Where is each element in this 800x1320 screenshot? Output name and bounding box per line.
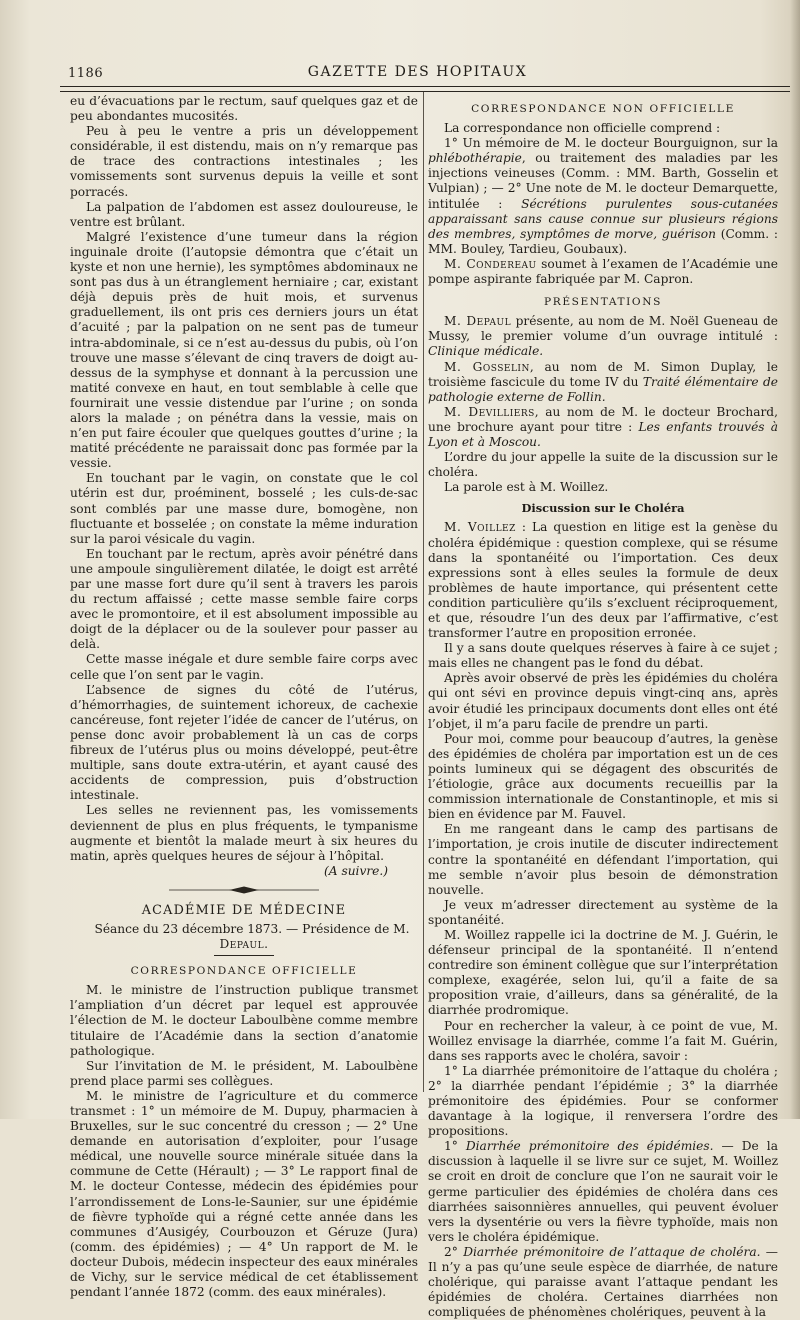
paragraph [428,360,778,405]
paragraph: Pour moi, comme pour beaucoup d’autres, la genèse des épidémies de choléra par importation est un de ces points lumineux qui se dégagent des obscurités de l’étiologie, grâce aux documents recueillis par la commission internationale de Constantinople, et mis si bien en évidence par M. Fauvel. [428,731,778,822]
paragraph: Après avoir observé de près les épidémies du choléra qui ont sévi en province depuis vingt-cinq ans, après avoir étudié les principaux documents dont elles ont été l’objet, il m’a paru facile de prendre un parti. [428,671,778,731]
paragraph: L’ordre du jour appelle la suite de la discussion sur le choléra. [428,450,778,480]
speaker-name: M. Voillez [444,520,516,535]
paragraph: En touchant par le rectum, après avoir pénétré dans une ampoule singulièrement dilatée, le doigt est arrêté par une masse fort dure qu’il sent à travers les parois du rectum affaissé ; cette masse semble faire corps avec le promontoire, et il est absolument impossible au doigt de la déplacer ou de la soulever pour passer au delà. [70,546,418,652]
correspondence-nonofficial-title: CORRESPONDANCE NON OFFICIELLE [471,103,735,115]
paragraph: eu d’évacuations par le rectum, sauf quelques gaz et de peu abondantes mucosités. [70,94,418,124]
text-run: , au nom de M. le docteur Brochard, une brochure ayant pour titre : [428,404,778,434]
header-rule [60,86,790,92]
speaker-name: M. Gosselin [444,359,530,374]
paragraph [428,136,778,257]
text-run: — Il n’y a pas qu’une seule espèce de diarrhée, de nature cholérique, qui paraisse avant l’attaque pendant les épidémies de choléra. Certaines diarrhées non compliquées de phénomènes cholériques, peuvent à la [428,1244,778,1320]
left-column [70,94,418,1300]
paragraph: La parole est à M. Woillez. [444,480,609,495]
paragraph: Malgré l’existence d’une tumeur dans la région inguinale droite (l’autopsie démontra que c’était un kyste et non une hernie), les symptômes abdominaux ne sont pas dus à un étranglement herniaire ; car, existant déjà depuis près de huit mois, et survenus graduellement, ils ont pris ces derniers jours un état d’acuité ; par la palpation on ne sent pas de tumeur intra-abdominale, si ce n’est au-dessus du pubis, où l’on trouve une masse s’élevant de cinq travers de doigt au-dessus de la symphyse et donnant à la percussion une matité convexe en haut, en tout semblable à celle que fournirait une vessie distendue par l’urine ; on sonda alors la malade ; on pénétra dans la vessie, mais on n’en put faire écouler que quelques gouttes d’urine ; la matité précédente ne paraissait donc pas formée par la vessie. [70,229,418,471]
page-edge-shadow [790,0,800,1119]
text-run: soumet à l’examen de l’Académie une pompe aspirante fabriquée par M. Capron. [428,256,778,287]
text-run: 1° Un mémoire de M. le docteur Bourguignon, sur la [444,136,778,151]
page-number: 1186 [68,66,104,81]
text-run: 1° [444,1139,466,1154]
italic-title: Clinique médicale. [428,344,544,359]
paragraph: M. Woillez rappelle ici la doctrine de M. J. Guérin, le défenseur principal de la spontanéité. Il n’entend contredire son éminent collègue que sur l’interprétation complexe, exagérée, selon lui, qu’il a faite de sa proposition vraie, d’ailleurs, dans sa généralité, de la diarrhée prodromique. [428,927,778,1018]
speaker-name: M. Depaul [444,314,512,329]
paragraph: Cette masse inégale et dure semble faire corps avec celle que l’on sent par le vagin. [70,652,418,682]
italic-heading: Diarrhée prémonitoire de l’attaque de choléra. [463,1244,761,1259]
paragraph: Il y a sans doute quelques réserves à faire à ce sujet ; mais elles ne changent pas le fond du débat. [428,641,778,671]
text-run: , au nom de M. Simon Duplay, le troisième fascicule du tome IV du [428,359,779,389]
paragraph: La correspondance non officielle comprend : [444,121,721,136]
italic-title: Sécrétions purulentes sous-cutanées apparaissant sans cause connue sur plusieurs régions des membres, symptômes de morve, guérison [428,196,778,241]
text-run: 2° [444,1244,464,1259]
discussion-title: Discussion sur le Choléra [521,501,685,516]
paragraph [428,257,778,287]
speaker-name: M. Devilliers [444,404,535,419]
paragraph [428,314,778,359]
page-header [60,60,775,84]
seance-president: Depaul. [219,937,269,952]
italic-title: Les enfants trouvés à Lyon et à Moscou. [428,419,778,449]
seance-line [70,922,418,952]
text-run: présente, au nom de M. Noël Gueneau de Mussy, le premier volume d’un ouvrage intitulé : [428,314,778,344]
paragraph: Sur l’invitation de M. le président, M. Laboulbène prend place parmi ses collègues. [70,1058,418,1088]
ornament-divider [169,885,319,895]
paragraph: Les selles ne reviennent pas, les vomissements deviennent de plus en plus fréquents, le tympanisme augmente et bientôt la malade meurt à six heures du matin, après quelques heures de séjour à l’hôpital. [70,803,418,863]
italic-term: phlébothérapie [428,151,522,166]
text-run: (Comm. : MM. Bouley, Tardieu, Goubaux). [428,226,778,256]
academy-title: ACADÉMIE DE MÉDECINE [141,902,347,918]
text-run: : La question en litige est la genèse du choléra épidémique : question complexe, qui se résume dans la spontanéité ou l’importation. Ces deux expressions sont à elles seules la formule de deux problèmes de haute importance, qui présentent cette condition particulière qu’ils s’excluent réciproquement, et que, résoudre l’un des deux par l’affirmative, c’est transformer l’autre en proposition erronée. [428,520,778,641]
seance-text: Séance du 23 décembre 1873. — Présidence de M. [94,921,410,936]
paragraph [428,1139,778,1245]
paragraph: En me rangeant dans le camp des partisans de l’importation, je crois inutile de discuter indirectement contre la spontanéité en défendant l’importation, qui me semble n’avoir plus besoin de démonstration nouvelle. [428,822,778,897]
italic-heading: Diarrhée prémonitoire des épidémies. [465,1139,714,1154]
speaker-name: M. Condereau [444,256,537,271]
right-column [428,94,778,1320]
paragraph: 1° La diarrhée prémonitoire de l’attaque du choléra ; 2° la diarrhée pendant l’épidémie ; 3° la diarrhée prémonitoire des épidémies. Pour se conformer davantage à la logique, il renversera l’ordre des propositions. [428,1063,778,1139]
paragraph: Peu à peu le ventre a pris un développement considérable, il est distendu, mais on n’y remarque pas de trace des contractions intestinales ; les vomissements sont survenus depuis la veille et sont porracés. [70,124,418,199]
text-run: — De la discussion à laquelle il se livre sur ce sujet, M. Woillez se croit en droit de conclure que l’on ne saurait voir le germe particulier des épidémies de choléra dans ces diarrhées saisonnières annuelles, qui peuvent évoluer vers la dysentérie ou vers la fièvre typhoïde, mais non vers le choléra épidémique. [428,1139,778,1244]
paragraph: La palpation de l’abdomen est assez douloureuse, le ventre est brûlant. [70,199,418,229]
presentations-title: PRÉSENTATIONS [544,296,662,309]
text-run: , ou traitement des maladies par les injections veineuses (Comm. : MM. Barth, Gosselin et Vulpian) ; — 2° Une note de M. le docteur Demarquette, intitulée : [428,151,778,211]
paragraph [428,1245,778,1320]
paragraph [428,405,778,450]
paragraph: Pour en rechercher la valeur, à ce point de vue, M. Woillez envisage la diarrhée, comme l’a fait M. Guérin, dans ses rapports avec le choléra, savoir : [428,1018,778,1063]
paragraph: Je veux m’adresser directement au système de la spontanéité. [428,897,778,927]
paragraph: L’absence de signes du côté de l’utérus, d’hémorrhagies, de suintement ichoreux, de cachexie cancéreuse, font rejeter l’idée de cancer de l’utérus, on pense donc avoir probablement là un cas de corps fibreux de l’utérus plus ou moins développé, peut-être multiple, sans doute extra-utérin, et ayant causé des accidents de compression, puis d’obstruction intestinale. [70,682,418,803]
italic-title: Traité élémentaire de pathologie externe de Follin. [428,374,778,404]
column-divider [423,92,424,1092]
paragraph: M. le ministre de l’agriculture et du commerce transmet : 1° un mémoire de M. Dupuy, pharmacien à Bruxelles, sur le suc concentré du cresson ; — 2° Une demande en autorisation d’exploiter, pour l’usage médical, une nouvelle source minérale située dans la commune de Cette (Hérault) ; — 3° Le rapport final de M. le docteur Contesse, médecin des épidémies pour l’arrondissement de Lons-le-Saunier, sur une épidémie de fièvre typhoïde qui a régné cette année dans les communes d’Ausigéy, Courbouzon et Géruze (Jura) (comm. des épidémies) ; — 4° Un rapport de M. le docteur Dubois, médecin inspecteur des eaux minérales de Vichy, sur le service médical de cet établissement pendant l’année 1872 (comm. des eaux minérales). [70,1088,418,1300]
paragraph: M. le ministre de l’instruction publique transmet l’ampliation d’un décret par lequel est approuvée l’élection de M. le docteur Laboulbène comme membre titulaire de l’Académie dans la section d’anatomie pathologique. [70,983,418,1058]
paragraph: En touchant par le vagin, on constate que le col utérin est dur, proéminent, bosselé ; les culs-de-sac sont comblés par une masse dure, bomogène, non fluctuante et bosselée ; on constate la même induration sur la paroi vésicale du vagin. [70,471,418,546]
correspondence-official-title: CORRESPONDANCE OFFICIELLE [130,965,358,978]
running-title: GAZETTE DES HOPITAUX [307,64,528,80]
short-rule [214,955,274,956]
to-be-continued: (A suivre.) [324,863,388,878]
paragraph [428,520,778,641]
